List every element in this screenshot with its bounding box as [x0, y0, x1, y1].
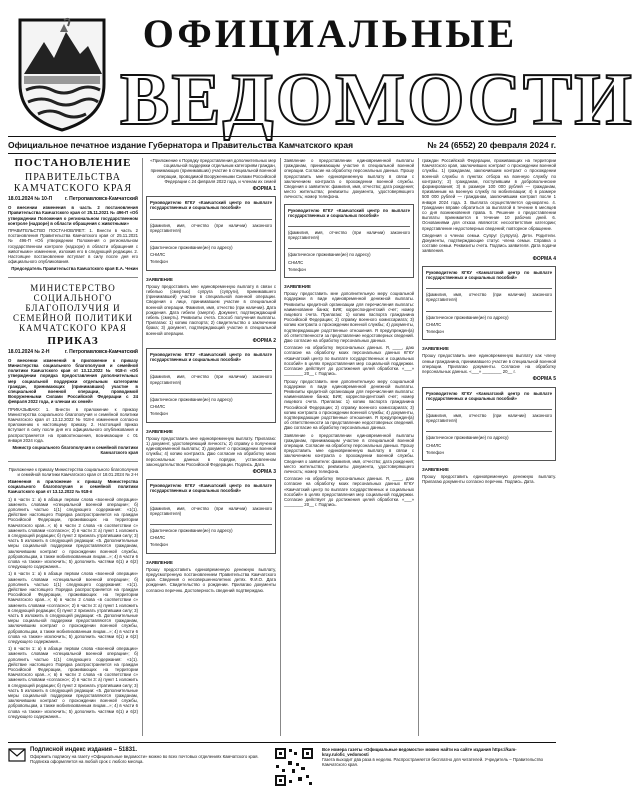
- col3-body-2: Прошу предоставить мне дополнительную меру социальной поддержки в виде единовременной денежной выплаты. Реквизиты кредитной организации для перечисления выплаты: наименование банка; БИК; корреспондентский счет; номер лицевого счета. Прилагаю: 1) копию паспорта гражданина Российской Федерации; 2) справку военного комиссариата; 3) копию контракта о прохождении военной службы; 4) документы, подтверждающие родственные отношения. Я предупрежден(а) об ответственности за представление недостоверных сведений. Даю согласие на обработку персональных данных.: [284, 291, 414, 344]
- masthead-subline: [8, 138, 556, 152]
- doc2-meta: [8, 350, 138, 355]
- doc2-date: 18.01.2024 № 2-Н: [8, 348, 50, 355]
- footer: [8, 742, 556, 795]
- form-field-line: [150, 518, 272, 525]
- mail-envelope-icon: [8, 747, 26, 763]
- form-1-field-phone: Телефон: [150, 259, 168, 265]
- col3-form-field-name: (фамилия, имя, отчество (при наличии) законного представителя): [288, 230, 410, 241]
- col3-statement: ЗАЯВЛЕНИЕ: [284, 284, 311, 290]
- form-2-addressee: Руководителю КГКУ «Камчатский центр по выплате государственных и социальных пособий»: [150, 352, 272, 363]
- form-4-field-snils: СНИЛС: [426, 321, 442, 327]
- form-field-line: [426, 282, 552, 289]
- website-link[interactable]: Все номера газеты «Официальные ведомости» можно найти на сайте издания https://kam-kray.ru/ofic_vedomosti: [322, 747, 517, 757]
- col3-form-box: [284, 204, 414, 278]
- form-3-box: [146, 479, 276, 553]
- doc1-place: г. Петропавловск-Камчатский: [64, 196, 138, 202]
- doc1-heading: ПОСТАНОВЛЕНИЕ: [14, 157, 132, 169]
- publication-subtitle: Официальное печатное издание Губернатора и Правительства Камчатского края: [8, 140, 354, 150]
- form-3-field-name: (фамилия, имя, отчество (при наличии) законного представителя): [150, 505, 272, 516]
- appendix-body-cont: 1) в части 1: а) в абзаце первом слова «военной операции» заменить словами «специальной военной операции»; б) дополнить частью 1(1) следующего содержания: «1(1). Действие настоящего Порядка распространяется на граждан Российской Федерации, проживающих на территории Камчатского края...»; в) в части 2 слова «в соответствии с» заменить словами «согласно»; 2) в части 3: а) пункт 1 изложить в следующей редакции; б) пункт 2 признать утратившим силу; 3) часть 5 изложить в следующей редакции: «5. Дополнительные меры социальной поддержки предоставляются гражданам, заключившим контракт о прохождении военной службы, добровольцам, а также мобилизованным лицам...»; 4) в части 6 слова «а также» исключить; 5) дополнить частями 6(1) и 6(2) следующего содержания...: [8, 571, 138, 644]
- appendix-title: Изменения в приложение к приказу Министерства социального благополучия и семейной политики Камчатского края от 13.12.2022 № 918-п: [8, 478, 138, 495]
- column-1: [8, 158, 138, 736]
- form-4-statement: ЗАЯВЛЕНИЕ: [422, 346, 449, 352]
- form-2-field-snils: СНИЛС: [150, 404, 166, 410]
- form-5-field-address: (фактическое проживание(ие) по адресу): [426, 435, 509, 441]
- col4-body-1: граждан Российской Федерации, проживающих на территории Камчатского края, заключивших контракт о прохождении военной службы. 1) гражданам, заключившим контракт о прохождении военной службы в пунктах отбора на военную службу по контракту; 2) гражданам, поступившим в добровольческие формирования; 3) в размере 100 000 рублей — гражданам, призванным на военную службу по мобилизации; 4) в размере 500 000 рублей — гражданам, заключившим контракт после 1 января 2024 года. 3. Выплата осуществляется однократно. 4. Гражданин вправе обратиться за выплатой в течение 6 месяцев со дня возникновения права. 5. Решение о предоставлении выплаты принимается в течение 10 рабочих дней. 6. Основаниями для отказа являются: несоответствие категории; представление недостоверных сведений; повторное обращение.: [422, 158, 556, 231]
- form-4-field-name: (фамилия, имя, отчество (при наличии) законного представителя): [426, 292, 552, 303]
- col3-body-1: Заявление о предоставлении единовременной выплаты гражданам, принимающим участие в специальной военной операции. Согласие на обработку персональных данных. Прошу предоставить мне единовременную выплату в связи с заключением контракта о прохождении военной службы. Сведения о заявителе: фамилия, имя, отчество; дата рождения; место жительства; реквизиты документа, удостоверяющего личность; номер телефона.: [284, 158, 414, 200]
- form-field-line: [426, 403, 552, 410]
- form-2-body: Прошу предоставить мне единовременную выплату. Прилагаю: 1) документ, удостоверяющий личность; 2) справку о получении единовременной выплаты; 3) документ о прохождении военной службы; 4) копию контракта. Даю согласие на обработку моих персональных данных в порядке, установленном законодательством Российской Федерации. Подпись. Дата.: [146, 435, 276, 467]
- col3-body-3: Согласие на обработку персональных данных. Я, ____, даю согласие на обработку моих персональных данных КГКУ «Камчатский центр по выплате государственных и социальных пособий» в целях предоставления мер социальной поддержки. Согласие действует до достижения целей обработки. «___» ________ 20__ г. Подпись.: [284, 345, 414, 377]
- col3-body-2-cont: Прошу предоставить мне дополнительную меру социальной поддержки в виде единовременной денежной выплаты. Реквизиты кредитной организации для перечисления выплаты: наименование банка; БИК; корреспондентский счет; номер лицевого счета. Прилагаю: 1) копию паспорта гражданина Российской Федерации; 2) справку военного комиссариата; 3) копию контракта о прохождении военной службы; 4) документы, подтверждающие родственные отношения. Я предупрежден(а) об ответственности за представление недостоверных сведений. Даю согласие на обработку персональных данных.: [284, 378, 414, 431]
- subscription-index: Подписной индекс издания – 51831.: [30, 747, 138, 753]
- masthead-top-rule: [8, 136, 556, 137]
- form-field-line: [150, 496, 272, 503]
- form-5-field-snils: СНИЛС: [426, 442, 442, 448]
- website-text: Газета выходит два раза в неделю. Распространяется бесплатно для читателей. Учредитель – Правительство Камчатского края.: [322, 757, 544, 767]
- doc1-body: ПРАВИТЕЛЬСТВО ПОСТАНОВЛЯЕТ: 1. Внести в часть 2 постановления Правительства Камчатского края от 25.11.2021 № 496-П «Об утверждении Положения о региональном государственном контроле (надзоре) в области обращения с животными» изменение, изложив его в следующей редакции. 2. Настоящее постановление вступает в силу после дня его официального опубликования.: [8, 228, 138, 265]
- col3-body-3-cont: Согласие на обработку персональных данных. Я, ____, даю согласие на обработку моих персональных данных КГКУ «Камчатский центр по выплате государственных и социальных пособий» в целях предоставления мер социальной поддержки. Согласие действует до достижения целей обработки. «___» ________ 20__ г. Подпись.: [284, 476, 414, 508]
- column-divider: [142, 158, 143, 736]
- form-2-field-phone: Телефон: [150, 411, 168, 417]
- form-5-statement: ЗАЯВЛЕНИЕ: [422, 466, 449, 472]
- column-2: [146, 158, 276, 736]
- form-4-field-address: (фактическое проживание(ие) по адресу): [426, 314, 509, 320]
- form-1-statement: ЗАЯВЛЕНИЕ: [146, 276, 173, 282]
- form-3-body: Прошу предоставить единовременную денежную выплату, предусмотренную постановлением Правительства Камчатского края. Сведения о несовершеннолетних детях. Ф.И.О. Дата рождения. Свидетельство о рождении. Прилагаю документы согласно перечню. Достоверность сведений подтверждаю.: [146, 566, 276, 593]
- kamchatka-coat-of-arms-icon: [14, 14, 110, 132]
- masthead-title-line2: ВЕДОМОСТИ: [120, 59, 634, 141]
- form-5-field-name: (фамилия, имя, отчество (при наличии) законного представителя): [426, 412, 552, 424]
- appendix-body: 1) в части 1: а) в абзаце первом слова «военной операции» заменить словами «специальной военной операции»; б) дополнить частью 1(1) следующего содержания: «1(1). Действие настоящего Порядка распространяется на граждан Российской Федерации, проживающих на территории Камчатского края...»; в) в части 2 слова «в соответствии с» заменить словами «согласно»; 2) в части 3: а) пункт 1 изложить в следующей редакции; б) пункт 2 признать утратившим силу; 3) часть 5 изложить в следующей редакции: «5. Дополнительные меры социальной поддержки предоставляются гражданам, заключившим контракт о прохождении военной службы, добровольцам, а также мобилизованным лицам...»; 4) в части 6 слова «а также» исключить; 5) дополнить частями 6(1) и 6(2) следующего содержания...: [8, 496, 138, 570]
- doc1-meta: [8, 197, 138, 202]
- col4-body-2: Сведения о членах семьи. Супруг (супруга). Дети. Родители. Документы, подтверждающие статус члена семьи. Справка о составе семьи. Реквизиты счета. Подпись заявителя. Дата подачи заявления.: [422, 232, 556, 254]
- form-5-label: ФОРМА 5: [532, 376, 556, 383]
- form-1-label: ФОРМА 1: [252, 186, 276, 193]
- form-4-addressee: Руководителю КГКУ «Камчатский центр по выплате государственных и социальных пособий»: [426, 269, 552, 281]
- form-1-field-name: (фамилия, имя, отчество (при наличии) законного представителя): [150, 222, 272, 233]
- column-divider: [280, 158, 281, 736]
- form-3-addressee: Руководителю КГКУ «Камчатский центр по выплате государственных и социальных пособий»: [150, 483, 272, 494]
- form-2-field-address: (фактическое проживание(ие) по адресу): [150, 396, 233, 402]
- form-3-field-snils: СНИЛС: [150, 535, 166, 541]
- masthead-bottom-rule: [8, 153, 556, 154]
- col3-form-addressee: Руководителю КГКУ «Камчатский центр по выплате государственных и социальных пособий»: [288, 207, 410, 218]
- form-5-box: [422, 387, 556, 461]
- form-field-line: [150, 235, 272, 242]
- col3-body-1-cont: Заявление о предоставлении единовременной выплаты гражданам, принимающим участие в специальной военной операции. Согласие на обработку персональных данных. Прошу предоставить мне единовременную выплату в связи с заключением контракта о прохождении военной службы. Сведения о заявителе: фамилия, имя, отчество; дата рождения; место жительства; реквизиты документа, удостоверяющего личность; номер телефона.: [284, 432, 414, 474]
- website-info: [322, 747, 556, 767]
- form-4-body: Прошу предоставить мне единовременную выплату как члену семьи гражданина, принимавшего участие в специальной военной операции. Прилагаю документы. Согласие на обработку персональных данных. «___» ________ 20__ г.: [422, 353, 556, 375]
- divider: [8, 461, 138, 462]
- col3-form-field-phone: Телефон: [288, 266, 306, 272]
- qr-code-icon[interactable]: [274, 747, 314, 787]
- form-1-addressee: Руководителю КГКУ «Камчатский центр по выплате государственных и социальных пособий»: [150, 200, 272, 211]
- form-3-field-address: (фактическое проживание(ие) по адресу): [150, 527, 233, 533]
- doc2-title: О внесении изменений в приложение к приказу Министерства социального благополучия и семейной политики Камчатского края от 13.12.2022 № 918-п «Об утверждении порядка предоставления дополнительных мер социальной поддержки отдельным категориям граждан, принимающих (принимавших) участие в специальной военной операции, проводимой Вооруженными Силами Российской Федерации с 24 февраля 2022 года, и членам их семей»: [8, 357, 138, 405]
- column-4: [422, 158, 556, 736]
- col3-form-field-address: (фактическое проживание(ие) по адресу): [288, 252, 371, 258]
- form-4-field-phone: Телефон: [426, 329, 444, 335]
- form-5-addressee: Руководителю КГКУ «Камчатский центр по выплате государственных и социальных пособий»: [426, 390, 552, 401]
- form-3-field-phone: Телефон: [150, 542, 168, 548]
- col3-form-field-snils: СНИЛС: [288, 259, 304, 265]
- doc2-heading: ПРИКАЗ: [47, 334, 99, 347]
- form-5-field-phone: Телефон: [426, 449, 444, 455]
- form-field-line: [288, 242, 410, 249]
- doc2-place: г. Петропавловск-Камчатский: [64, 348, 138, 355]
- form-field-line: [150, 387, 272, 394]
- doc2-signature: Министр социального благополучия и семейной политики Камчатского края: [12, 445, 138, 456]
- subscription-text: Оформить подписку на газету «Официальные ведомости» можно во всех почтовых отделениях Камчатского края. Подписка оформляется на любой срок с любого месяца.: [30, 754, 259, 764]
- appendix-note: Приложение к приказу Министерства социального благополучия и семейной политики Камчатского края от 18.01.2024 № 2-Н: [8, 466, 138, 477]
- doc1-title: О внесении изменения в часть 2 постановления Правительства Камчатского края от 25.11.2021 № 496-П «Об утверждении Положения о региональном государственном контроле (надзоре) в области обращения с животными»: [8, 205, 138, 226]
- form-1-box: [146, 196, 276, 270]
- form-2-label: ФОРМА 2: [252, 337, 276, 344]
- form-2-field-name: (фамилия, имя, отчество (при наличии) законного представителя): [150, 374, 272, 385]
- annex-note: «Приложение к Порядку предоставления дополнительных мер социальной поддержки отдельным категориям граждан, принимающих (принимавших) участие в специальной военной операции, проводимой Вооруженными Силами Российской Федерации с 24 февраля 2022 года, и членам их семей: [150, 158, 276, 184]
- form-field-line: [150, 364, 272, 371]
- form-field-line: [426, 425, 552, 432]
- form-3-statement: ЗАЯВЛЕНИЕ: [146, 559, 173, 565]
- appendix-body-cont2: 1) в части 1: а) в абзаце первом слова «военной операции» заменить словами «специальной военной операции»; б) дополнить частью 1(1) следующего содержания: «1(1). Действие настоящего Порядка распространяется на граждан Российской Федерации, проживающих на территории Камчатского края...»; в) в части 2 слова «в соответствии с» заменить словами «согласно»; 2) в части 3: а) пункт 1 изложить в следующей редакции; б) пункт 2 признать утратившим силу; 3) часть 5 изложить в следующей редакции: «5. Дополнительные меры социальной поддержки предоставляются гражданам, заключившим контракт о прохождении военной службы, добровольцам, а также мобилизованным лицам...»; 4) в части 6 слова «а также» исключить; 5) дополнить частями 6(1) и 6(2) следующего содержания...: [8, 646, 138, 719]
- doc2-ministry: МИНИСТЕРСТВО СОЦИАЛЬНОГО БЛАГОПОЛУЧИЯ И СЕМЕЙНОЙ ПОЛИТИКИ КАМЧАТСКОГО КРАЯ: [13, 282, 133, 333]
- masthead-title-line1: ОФИЦИАЛЬНЫЕ: [142, 11, 518, 56]
- doc2-body: ПРИКАЗЫВАЮ: 1. Внести в приложение к приказу Министерства социального благополучия и семейной политики Камчатского края от 13.12.2022 № 918-п изменения согласно приложению к настоящему приказу. 2. Настоящий приказ вступает в силу после дня его официального опубликования и распространяется на правоотношения, возникающие с 01 января 2024 года.: [8, 406, 138, 443]
- form-1-field-address: (фактическое проживание(ие) по адресу): [150, 245, 233, 251]
- form-1-field-snils: СНИЛС: [150, 252, 166, 258]
- form-5-body: Прошу предоставить единовременную денежную выплату. Прилагаю документы согласно перечню. Подпись. Дата.: [422, 474, 556, 485]
- masthead: [0, 0, 634, 150]
- form-2-statement: ЗАЯВЛЕНИЕ: [146, 428, 173, 434]
- form-field-line: [288, 220, 410, 227]
- form-field-line: [150, 213, 272, 220]
- divider: [8, 277, 138, 278]
- doc1-date: 18.01.2024 № 10-П: [8, 196, 53, 202]
- doc1-subheading: ПРАВИТЕЛЬСТВА КАМЧАТСКОГО КРАЯ: [13, 172, 133, 194]
- issue-number-date: № 24 (6552) 20 февраля 2024 г.: [427, 140, 556, 150]
- form-2-box: [146, 348, 276, 422]
- subscription-info: [30, 747, 268, 764]
- form-3-label: ФОРМА 3: [252, 468, 276, 475]
- column-3: [284, 158, 414, 736]
- form-4-box: [422, 266, 556, 340]
- form-field-line: [426, 305, 552, 312]
- column-divider: [418, 158, 419, 736]
- doc1-signature: Председатель Правительства Камчатского края Е.А. Чекин: [11, 266, 138, 272]
- form-1-body: Прошу предоставить мне единовременную выплату в связи с гибелью (смертью) супруга (супруги), принимавшего (принимавшей) участие в специальной военной операции. Сведения о лице, принимавшем участие в специальной военной операции. Фамилия, имя, отчество (при наличии). Дата рождения. Дата гибели (смерти). Документ, подтверждающий гибель (смерть). Реквизиты счета. Способ получения выплаты. Прилагаю: 1) копию паспорта; 2) свидетельство о заключении брака; 3) документ, подтверждающий участие в специальной военной операции.: [146, 283, 276, 336]
- form-4-label: ФОРМА 4: [532, 255, 556, 262]
